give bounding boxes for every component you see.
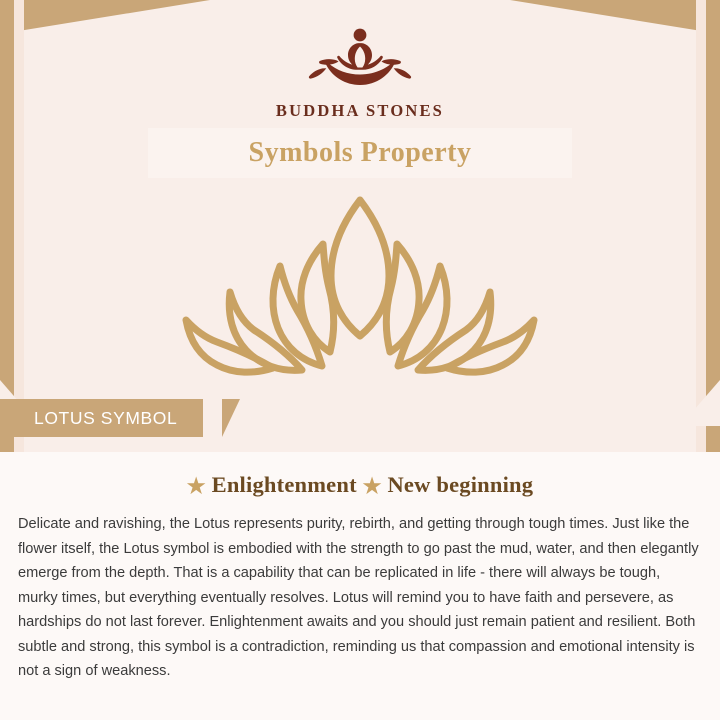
star-icon-middle: ★ [362, 474, 382, 498]
brand-name: BUDDHA STONES [275, 101, 445, 120]
description-paragraph: Delicate and ravishing, the Lotus represents purity, rebirth, and getting through tough times. Just like the flower itself, the Lotus symbol is embodied with the strength to go past the mud, water, and then elegantly emerge from the depth. That is a capability that can be replicated in life - there will always be tough, murky times, but everything eventually resolves. Lotus will remind you to have faith and persevere, as hardships do not last forever. Enlightenment awaits and you should just remain patient and resilient. Both subtle and strong, this symbol is a contradiction, reminding us that compassion and emotional intensity is not a sign of weakness. [18, 516, 699, 679]
section-headline [0, 472, 720, 499]
star-icon-left: ★ [186, 474, 206, 498]
description-panel [0, 452, 720, 720]
section-ribbon-label: LOTUS SYMBOL [34, 407, 178, 428]
brand-block [0, 22, 720, 121]
headline-part-enlightenment: Enlightenment [211, 472, 357, 497]
page-title: Symbols Property [248, 137, 472, 168]
lotus-flower-icon [160, 188, 560, 393]
page-title-bar [148, 128, 572, 178]
section-ribbon-tail [222, 399, 240, 437]
section-ribbon [0, 399, 203, 437]
hero-lotus-illustration [0, 188, 720, 393]
lotus-meditation-figure-icon [0, 22, 720, 99]
headline-part-new-beginning: New beginning [387, 472, 534, 497]
